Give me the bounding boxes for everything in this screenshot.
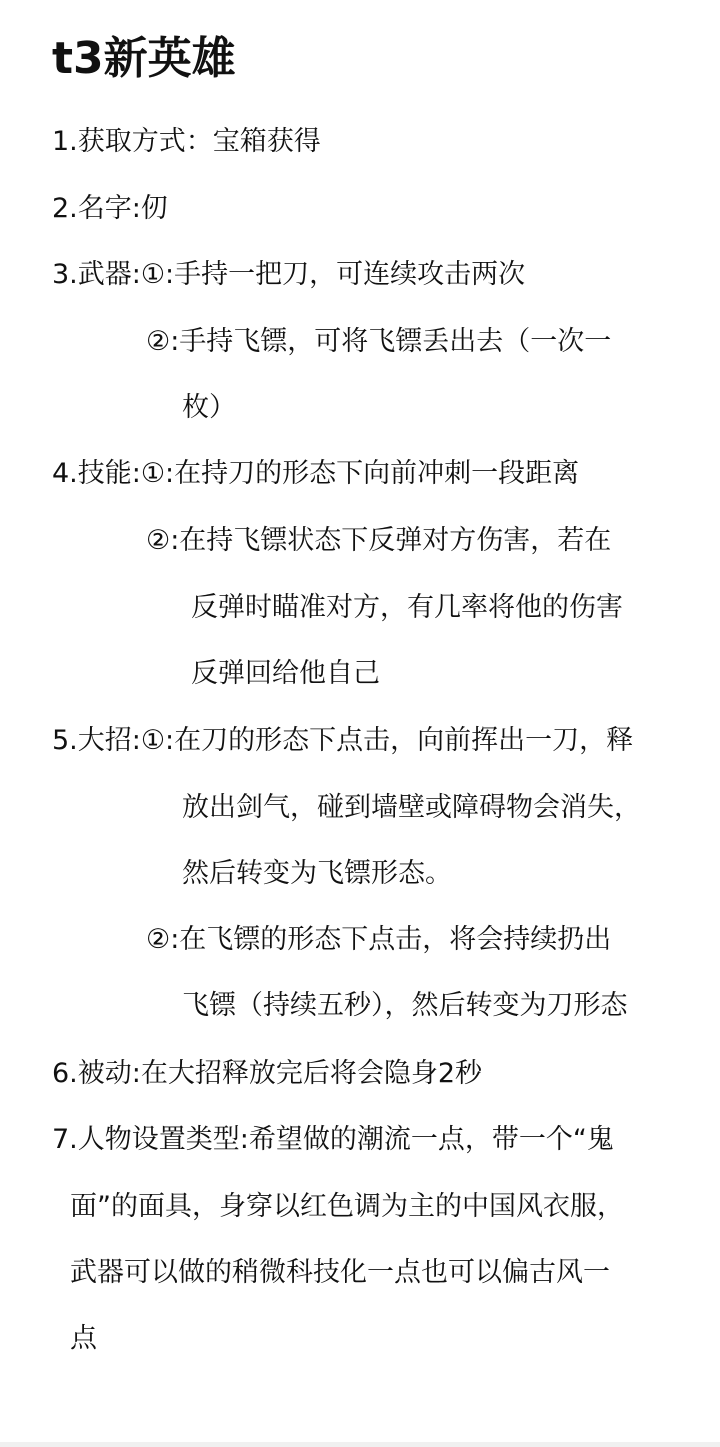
list-item-acquisition: 1.获取方式：宝箱获得 (52, 126, 321, 157)
list-item-weapon-2: ②:手持飞镖，可将飞镖丢出去（一次一 (146, 326, 612, 357)
list-item-skill-1: 4.技能:①:在持刀的形态下向前冲刺一段距离 (52, 458, 580, 489)
list-item-character-design: 7.人物设置类型:希望做的潮流一点，带一个“鬼 (52, 1124, 614, 1155)
list-item-weapon-1: 3.武器:①:手持一把刀，可连续攻击两次 (52, 259, 526, 290)
list-item-passive: 6.被动:在大招释放完后将会隐身2秒 (52, 1058, 483, 1089)
list-item-name: 2.名字:仞 (52, 193, 168, 224)
list-item-ultimate-1: 5.大招:①:在刀的形态下点击，向前挥出一刀，释 (52, 725, 634, 756)
list-item-ultimate-2-cont: 飞镖（持续五秒），然后转变为刀形态 (182, 990, 628, 1021)
list-item-character-design-cont-3: 点 (70, 1323, 97, 1354)
list-item-ultimate-1-cont-1: 放出剑气，碰到墙壁或障碍物会消失， (182, 792, 641, 823)
list-item-weapon-2-cont: 枚） (182, 392, 236, 423)
list-item-character-design-cont-1: 面”的面具，身穿以红色调为主的中国风衣服， (70, 1191, 624, 1222)
list-item-skill-2-cont-1: 反弹时瞄准对方，有几率将他的伤害 (191, 592, 623, 623)
list-item-ultimate-2: ②:在飞镖的形态下点击，将会持续扔出 (146, 924, 612, 955)
list-item-character-design-cont-2: 武器可以做的稍微科技化一点也可以偏古风一 (70, 1257, 610, 1288)
bottom-divider (0, 1442, 720, 1447)
list-item-ultimate-1-cont-2: 然后转变为飞镖形态。 (182, 858, 452, 889)
list-item-skill-2: ②:在持飞镖状态下反弹对方伤害，若在 (146, 525, 612, 556)
list-item-skill-2-cont-2: 反弹回给他自己 (191, 658, 380, 689)
page-title: t3新英雄 (52, 33, 236, 84)
